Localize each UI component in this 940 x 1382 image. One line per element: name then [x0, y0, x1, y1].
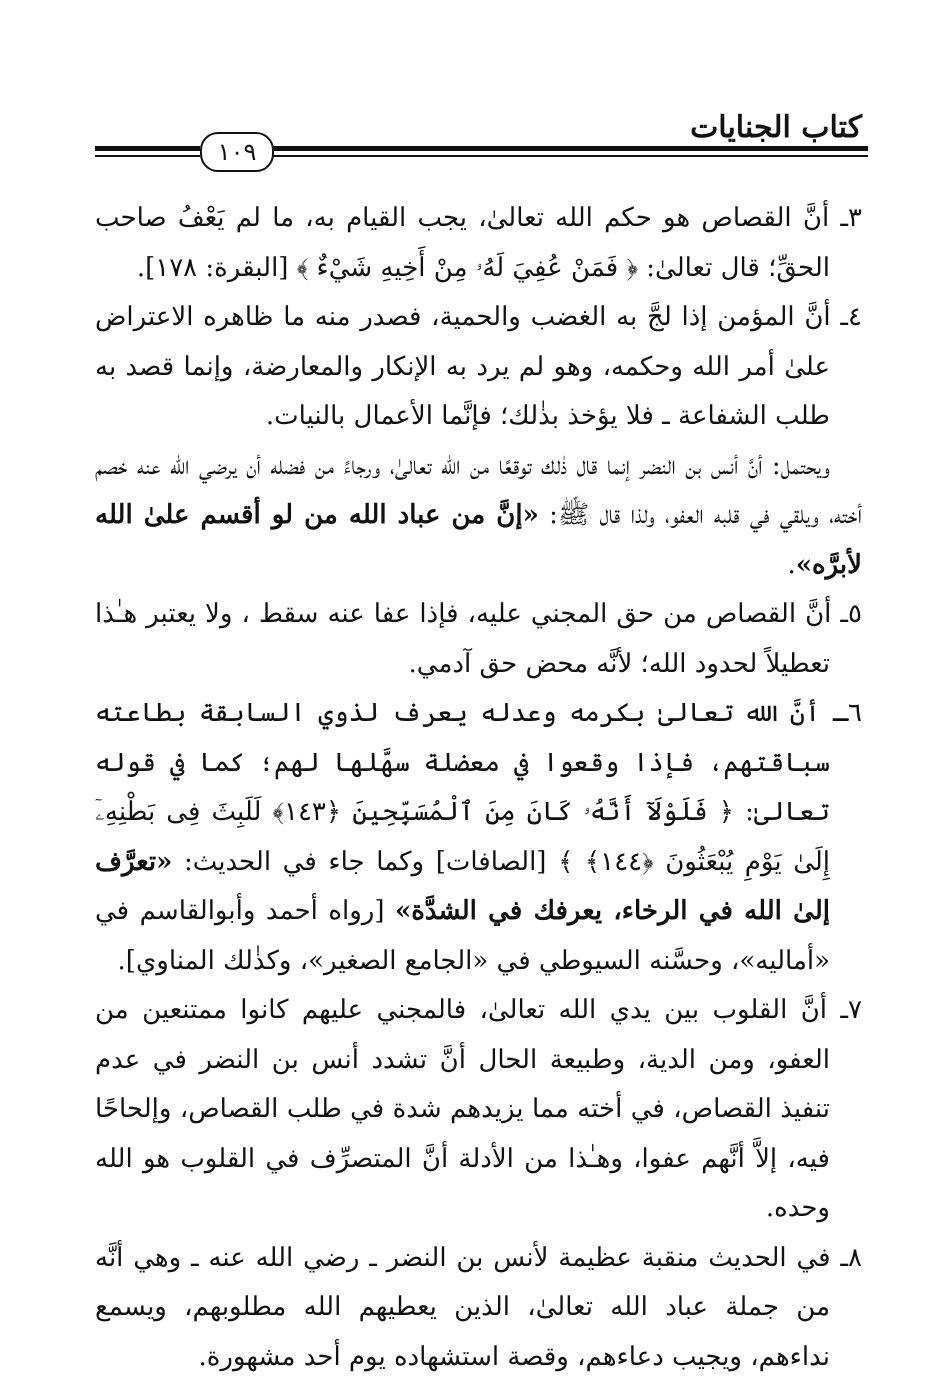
header-rule-thin [270, 155, 868, 157]
item-number: ٣ـ [840, 203, 862, 233]
item-text: أنَّ القلوب بين يدي الله تعالىٰ، فالمجني عليهم كانوا ممتنعين من العفو، ومن الدية، وطبيعة الحال أنَّ تشدد أنس بن النضر في عدم تنفيذ القصاص، في أخته مما يزيدهم شدة في طلب القصاص، وإلحاحًا فيه، إلاَّ أنَّهم عفوا، وهـٰذا من الأدلة أنَّ المتصرِّف في القلوب هو الله وحده. [95, 995, 830, 1223]
item-number: ٤ـ [840, 302, 862, 332]
list-item-5 [95, 590, 862, 689]
page-number: ١٠٩ [200, 132, 274, 172]
item-number: ٨ـ [840, 1243, 862, 1273]
list-item-6 [95, 689, 862, 986]
item-number: ٦ـ [833, 698, 862, 728]
list-item-7 [95, 986, 862, 1234]
hadith-quote: «إنَّ من عباد الله من لو أقسم علىٰ الله لأبرَّه» [95, 500, 862, 580]
paragraph-ihtimal [95, 442, 862, 591]
item-text: في الحديث منقبة عظيمة لأنس بن النضر ـ رضي الله عنه ـ وهي أنَّه من جملة عباد الله تعالىٰ، الذين يعطيهم الله مطلوبهم، ويسمع نداءهم، ويجيب دعاءهم، وقصة استشهاده يوم أحد مشهورة. [95, 1243, 831, 1372]
header-rule-thick [270, 146, 868, 151]
item-text: أنَّ المؤمن إذا لجَّ به الغضب والحمية، فصدر منه ما ظاهره الاعتراض علىٰ أمر الله وحكمه، وهو لم يرد به الإنكار والمعارضة، وإنما قصد به طلب الشفاعة ـ فلا يؤخذ بذٰلك؛ فإنَّما الأعمال بالنيات. [95, 302, 831, 431]
header-rule-left-thin [95, 155, 200, 157]
page-body [95, 194, 862, 1382]
list-item-8 [95, 1234, 862, 1382]
running-header-title: كتاب الجنايات [690, 108, 862, 148]
hadith-quote: «تعرَّف إلىٰ الله في الرخاء، يعرفك في الشدَّة» [95, 847, 830, 927]
list-item-4 [95, 293, 862, 442]
item-text-end: [رواه أحمد وأبوالقاسم في «أماليه»، وحسَّنه السيوطي في «الجامع الصغير»، وكذٰلك المناوي]. [95, 896, 830, 976]
item-number: ٥ـ [840, 599, 862, 629]
item-text: أنَّ الله تعالىٰ بكرمه وعدله يعرف لذوي السابقة بطاعته سباقتهم، فإذا وقعوا في معضلة سهَّلها لهم؛ كما في قوله تعالىٰ: ﴿ فَلَوْلَآ أَنَّهُۥ كَانَ مِنَ ٱلْمُسَبِّحِينَ ﴿١٤٣﴾ لَلَبِثَ فِى بَطْنِهِۦٓ إِلَىٰ يَوْمِ يُبْعَثُونَ ﴿١٤٤﴾ ﴾ [الصافات] وكما جاء في الحديث: [95, 698, 830, 877]
header-rule-left-thick [95, 146, 200, 151]
paragraph-text-end: . [787, 550, 795, 580]
item-text: أنَّ القصاص هو حكم الله تعالىٰ، يجب القيام به، ما لم يَعْفُ صاحب الحقِّ؛ قال تعالىٰ: ﴿ فَمَنْ عُفِيَ لَهُۥ مِنْ أَخِيهِ شَيْءٌ ﴾ [البقرة: ١٧٨]. [95, 203, 830, 283]
item-number: ٧ـ [840, 995, 862, 1025]
item-text: أنَّ القصاص من حق المجني عليه، فإذا عفا عنه سقط ، ولا يعتبر هـٰذا تعطيلاً لحدود الله؛ لأنَّه محض حق آدمي. [95, 599, 831, 679]
list-item-3 [95, 194, 862, 293]
paragraph-text: ويحتمل: أنَّ أنس بن النضر إنما قال ذٰلك توقعًا من الله تعالىٰ، ورجاءً من فضله أن يرضي الله عنه خصم أخته، ويلقي في قلبه العفو، ولذا قال ﷺ: [95, 451, 862, 531]
